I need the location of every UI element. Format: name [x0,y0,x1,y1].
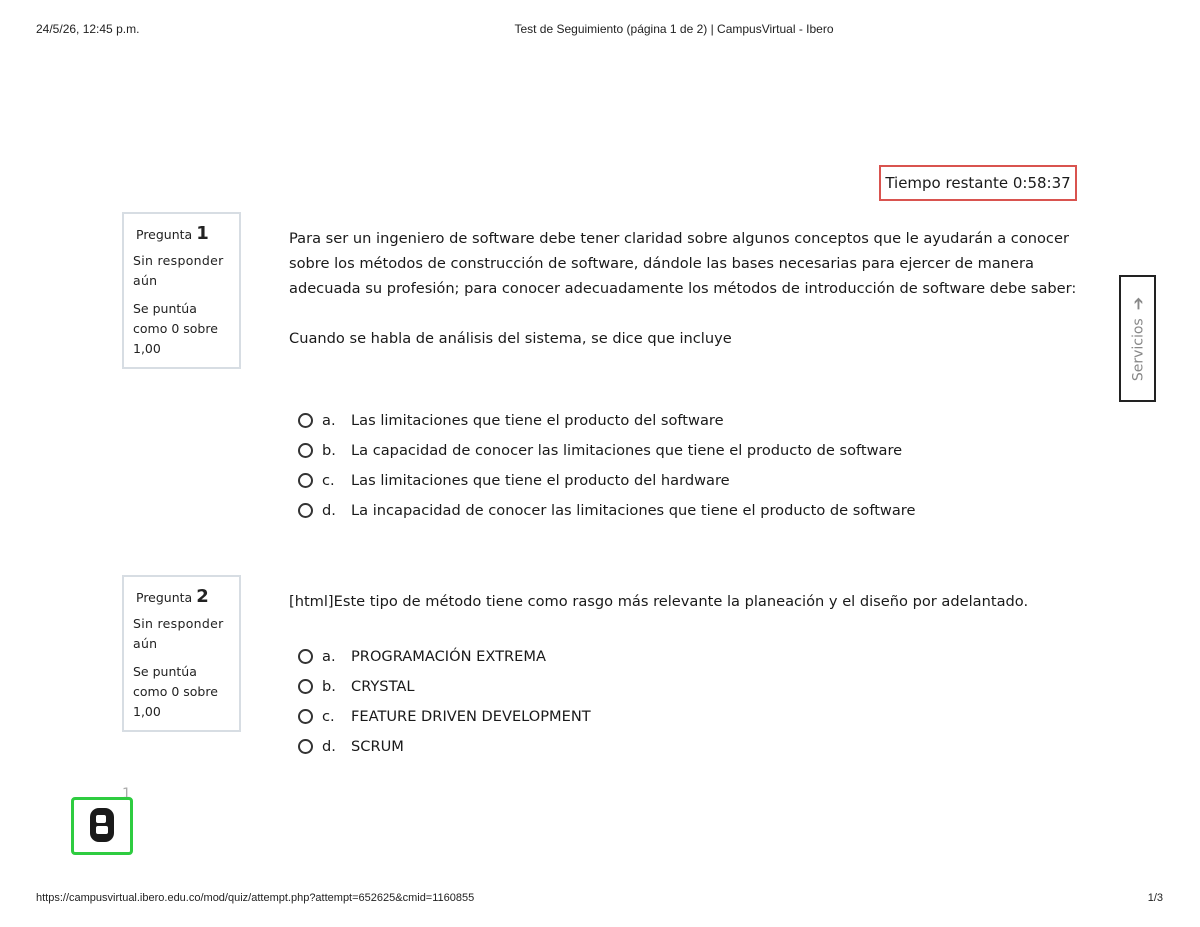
answer-option[interactable] [298,495,915,525]
answer-letter: c. [322,471,335,489]
question-text-2 [289,589,1079,614]
time-remaining: Tiempo restante 0:58:37 [879,165,1077,201]
print-url: https://campusvirtual.ibero.edu.co/mod/quiz/attempt.php?attempt=652625&cmid=1160855 [36,892,475,904]
radio-button[interactable] [298,649,313,664]
question-text-1 [289,226,1079,351]
answer-letter: a. [322,411,336,429]
print-page: 1/3 [1147,892,1163,904]
answer-text: La capacidad de conocer las limitaciones que tiene el producto de software [351,441,903,459]
radio-button[interactable] [298,739,313,754]
answer-text: FEATURE DRIVEN DEVELOPMENT [351,707,591,725]
arrow-right-icon: ➔ [1128,296,1147,310]
answer-option[interactable] [298,731,591,761]
answer-text: Las limitaciones que tiene el producto del software [351,411,724,429]
question-label: Pregunta [136,590,193,605]
question-info-1 [122,212,241,369]
question-state: Sin responder aún [133,616,224,651]
answer-text: PROGRAMACIÓN EXTREMA [351,647,546,665]
answer-text: SCRUM [351,737,404,755]
services-label-wrap [1128,296,1147,380]
question-grade: Se puntúa como 0 sobre 1,00 [133,301,218,356]
question-prompt: Cuando se habla de análisis del sistema, se dice que incluye [289,330,732,347]
answer-letter: a. [322,647,336,665]
radio-button[interactable] [298,679,313,694]
radio-button[interactable] [298,503,313,518]
question-prompt: [html]Este tipo de método tiene como rasgo más relevante la planeación y el diseño por adelantado. [289,593,1029,610]
radio-button[interactable] [298,709,313,724]
answer-list-2 [298,641,591,761]
question-grade: Se puntúa como 0 sobre 1,00 [133,664,218,719]
answer-option[interactable] [298,641,591,671]
question-number-value: 2 [196,586,209,607]
answer-letter: c. [322,707,335,725]
services-label: Servicios [1129,317,1146,381]
print-title: Test de Seguimiento (página 1 de 2) | CampusVirtual - Ibero [514,22,834,36]
answer-text: CRYSTAL [351,677,415,695]
answer-option[interactable] [298,701,591,731]
services-tab[interactable] [1119,275,1156,402]
radio-button[interactable] [298,413,313,428]
question-info-2 [122,575,241,732]
answer-option[interactable] [298,435,915,465]
question-number [133,224,231,245]
nav-block-number: 1 [122,786,131,802]
answer-option[interactable] [298,465,915,495]
answer-option[interactable] [298,671,591,701]
answer-text: La incapacidad de conocer las limitaciones que tiene el producto de software [351,501,916,519]
answer-letter: d. [322,501,336,519]
navigation-block[interactable] [71,797,133,855]
radio-button[interactable] [298,473,313,488]
answer-letter: b. [322,441,336,459]
question-number-value: 1 [196,223,209,244]
answer-letter: b. [322,677,336,695]
navigation-block-icon [74,800,129,851]
answer-letter: d. [322,737,336,755]
question-intro: Para ser un ingeniero de software debe tener claridad sobre algunos conceptos que le ayudarán a conocer sobre los métodos de construcción de software, dándole las bases necesarias para ejercer de manera adecuada su profesión; para conocer adecuadamente los métodos de introducción de software debe saber: [289,230,1077,297]
answer-text: Las limitaciones que tiene el producto del hardware [351,471,730,489]
answer-list-1 [298,405,915,525]
question-label: Pregunta [136,227,193,242]
question-number [133,587,231,608]
question-state: Sin responder aún [133,253,224,288]
radio-button[interactable] [298,443,313,458]
answer-option[interactable] [298,405,915,435]
print-date: 24/5/26, 12:45 p.m. [36,22,140,36]
